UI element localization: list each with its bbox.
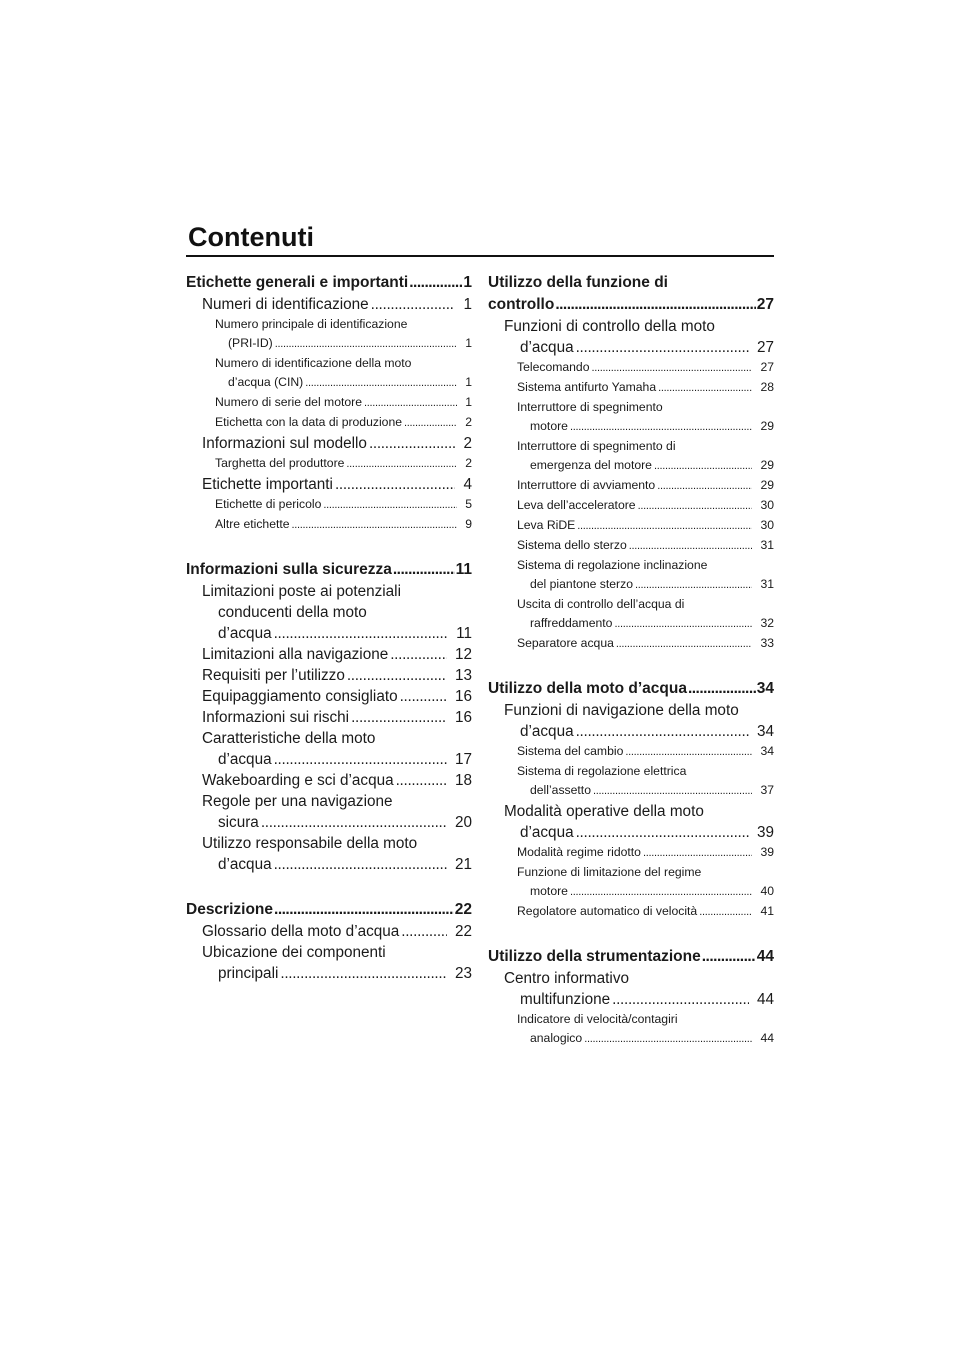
toc-section-heading[interactable] bbox=[488, 272, 774, 316]
dot-leader bbox=[390, 644, 447, 665]
toc-page-number: 30 bbox=[760, 498, 774, 512]
toc-subentry[interactable] bbox=[488, 398, 774, 437]
toc-page-number: 31 bbox=[760, 577, 774, 591]
toc-page-number: 31 bbox=[760, 538, 774, 552]
dot-leader bbox=[305, 374, 457, 393]
toc-entry-title: Altre etichette bbox=[215, 517, 290, 531]
toc-subentry[interactable] bbox=[186, 495, 472, 515]
dot-leader bbox=[570, 883, 753, 902]
toc-entry[interactable] bbox=[186, 707, 472, 728]
dot-leader bbox=[401, 921, 447, 942]
toc-entry-title: motore bbox=[530, 419, 568, 433]
toc-section bbox=[186, 272, 472, 535]
toc-section-heading[interactable] bbox=[186, 559, 472, 581]
toc-entry[interactable] bbox=[186, 665, 472, 686]
toc-page-number: 39 bbox=[756, 824, 774, 841]
toc-entry-title: Caratteristiche della moto bbox=[202, 730, 376, 747]
dot-leader bbox=[274, 749, 447, 770]
toc-subentry[interactable] bbox=[488, 516, 774, 536]
dot-leader bbox=[638, 497, 753, 516]
toc-page-number: 40 bbox=[760, 884, 774, 898]
toc-entry-title: Leva RiDE bbox=[517, 518, 576, 532]
toc-entry-title: Utilizzo della strumentazione bbox=[488, 948, 701, 965]
dot-leader bbox=[612, 989, 749, 1010]
toc-subentry[interactable] bbox=[186, 413, 472, 433]
toc-entry-title: Centro informativo bbox=[504, 970, 629, 987]
toc-entry-title: raffreddamento bbox=[530, 616, 613, 630]
toc-subentry[interactable] bbox=[186, 515, 472, 535]
dot-leader bbox=[396, 770, 447, 791]
toc-page-number: 22 bbox=[454, 923, 472, 940]
toc-page-number: 1 bbox=[465, 375, 472, 389]
toc-subentry[interactable] bbox=[488, 634, 774, 654]
toc-section bbox=[488, 678, 774, 922]
toc-entry[interactable] bbox=[488, 316, 774, 358]
dot-leader bbox=[654, 457, 752, 476]
title-rule bbox=[186, 255, 774, 257]
dot-leader bbox=[335, 474, 456, 495]
toc-page-number: 11 bbox=[456, 625, 472, 642]
dot-leader bbox=[275, 335, 458, 354]
dot-leader bbox=[292, 516, 458, 535]
toc-entry-title: Separatore acqua bbox=[517, 636, 614, 650]
toc-entry[interactable] bbox=[488, 801, 774, 843]
toc-entry-title: Funzione di limitazione del regime bbox=[517, 865, 702, 879]
toc-page-number: 17 bbox=[454, 751, 472, 768]
toc-page-number: 33 bbox=[760, 636, 774, 650]
toc-entry-title: del piantone sterzo bbox=[530, 577, 633, 591]
toc-entry-title: Regole per una navigazione bbox=[202, 793, 393, 810]
toc-entry-title: Limitazioni alla navigazione bbox=[202, 646, 389, 663]
toc-entry[interactable] bbox=[186, 433, 472, 454]
toc-entry-title: Sistema del cambio bbox=[517, 744, 624, 758]
toc-page-number: 2 bbox=[463, 435, 472, 452]
dot-leader bbox=[699, 903, 752, 922]
toc-page-number: 5 bbox=[465, 497, 472, 511]
toc-entry-title: motore bbox=[530, 884, 568, 898]
toc-section bbox=[488, 946, 774, 1049]
toc-column-left bbox=[186, 272, 472, 984]
toc-entry-title: controllo bbox=[488, 296, 555, 313]
toc-entry-title: Requisiti per l’utilizzo bbox=[202, 667, 345, 684]
toc-subentry[interactable] bbox=[488, 556, 774, 595]
toc-page-number: 21 bbox=[454, 856, 472, 873]
dot-leader bbox=[658, 379, 752, 398]
toc-section-heading[interactable] bbox=[186, 899, 472, 921]
toc-page-number: 27 bbox=[756, 296, 774, 313]
dot-leader bbox=[643, 844, 752, 863]
toc-page-number: 1 bbox=[463, 296, 472, 313]
toc-subentry[interactable] bbox=[488, 358, 774, 378]
toc-entry-title: Etichetta con la data di produzione bbox=[215, 415, 403, 429]
toc-entry[interactable] bbox=[186, 581, 472, 644]
toc-entry-title: Interruttore di spegnimento di bbox=[517, 439, 676, 453]
toc-subentry[interactable] bbox=[488, 496, 774, 516]
toc-entry[interactable] bbox=[186, 942, 472, 984]
toc-subentry[interactable] bbox=[488, 843, 774, 863]
toc-page-number: 44 bbox=[756, 948, 774, 965]
dot-leader bbox=[584, 1030, 752, 1049]
toc-section bbox=[186, 899, 472, 984]
dot-leader bbox=[274, 899, 454, 921]
dot-leader bbox=[323, 496, 457, 515]
toc-entry-title: emergenza del motore bbox=[530, 458, 652, 472]
dot-leader bbox=[614, 615, 752, 634]
toc-section-heading[interactable] bbox=[488, 946, 774, 968]
toc-entry-title: Limitazioni poste ai potenziali bbox=[202, 583, 401, 600]
dot-leader bbox=[592, 359, 753, 378]
toc-section-heading[interactable] bbox=[488, 678, 774, 700]
toc-subentry[interactable] bbox=[186, 315, 472, 354]
toc-page-number: 41 bbox=[760, 904, 774, 918]
toc-subentry[interactable] bbox=[488, 476, 774, 496]
toc-entry-title: d’acqua bbox=[520, 723, 574, 740]
toc-entry-title: Modalità regime ridotto bbox=[517, 845, 641, 859]
toc-entry[interactable] bbox=[186, 686, 472, 707]
toc-entry-title: d’acqua bbox=[520, 339, 574, 356]
toc-page-number: 2 bbox=[465, 456, 472, 470]
toc-subentry[interactable] bbox=[488, 595, 774, 634]
toc-entry-title: Sistema dello sterzo bbox=[517, 538, 627, 552]
toc-entry-title: Regolatore automatico di velocità bbox=[517, 904, 698, 918]
toc-column-right bbox=[488, 272, 774, 1049]
toc-page-number: 29 bbox=[760, 419, 774, 433]
toc-page-number: 1 bbox=[463, 274, 472, 291]
toc-subentry[interactable] bbox=[488, 437, 774, 476]
toc-entry-title: d’acqua bbox=[218, 856, 272, 873]
dot-leader bbox=[404, 414, 457, 433]
toc-entry-title: Funzioni di navigazione della moto bbox=[504, 702, 739, 719]
toc-page-number: 30 bbox=[760, 518, 774, 532]
toc-subentry[interactable] bbox=[186, 354, 472, 393]
toc-entry-title: Numero di identificazione della moto bbox=[215, 356, 412, 370]
dot-leader bbox=[409, 272, 462, 294]
toc-subentry[interactable] bbox=[488, 378, 774, 398]
toc-page-number: 11 bbox=[455, 561, 472, 578]
toc-entry-title: d’acqua (CIN) bbox=[228, 375, 304, 389]
toc-page-number: 20 bbox=[454, 814, 472, 831]
toc-subentry[interactable] bbox=[488, 902, 774, 922]
toc-page-number: 27 bbox=[756, 339, 774, 356]
dot-leader bbox=[625, 743, 752, 762]
toc-page-number: 2 bbox=[465, 415, 472, 429]
toc-page-number: 18 bbox=[454, 772, 472, 789]
toc-page-number: 1 bbox=[465, 395, 472, 409]
dot-leader bbox=[635, 576, 752, 595]
toc-subentry[interactable] bbox=[488, 1010, 774, 1049]
toc-page-number: 44 bbox=[760, 1031, 774, 1045]
toc-entry-title: Interruttore di spegnimento bbox=[517, 400, 663, 414]
toc-entry-title: Ubicazione dei componenti bbox=[202, 944, 386, 961]
toc-entry-title: (PRI-ID) bbox=[228, 336, 273, 350]
dot-leader bbox=[261, 812, 447, 833]
toc-entry[interactable] bbox=[186, 921, 472, 942]
toc-entry-title: dell’assetto bbox=[530, 783, 591, 797]
toc-page-number: 12 bbox=[454, 646, 472, 663]
dot-leader bbox=[364, 394, 457, 413]
toc-entry[interactable] bbox=[186, 770, 472, 791]
toc-entry[interactable] bbox=[488, 968, 774, 1010]
toc-entry-title: Modalità operative della moto bbox=[504, 803, 704, 820]
toc-entry-title: d’acqua bbox=[218, 625, 272, 642]
toc-page-number: 29 bbox=[760, 458, 774, 472]
toc-page-number: 16 bbox=[454, 688, 472, 705]
toc-entry-title: analogico bbox=[530, 1031, 583, 1045]
dot-leader bbox=[400, 686, 447, 707]
toc-entry-title: Leva dell’acceleratore bbox=[517, 498, 636, 512]
toc-page-number: 27 bbox=[760, 360, 774, 374]
toc-entry-title: Utilizzo responsabile della moto bbox=[202, 835, 418, 852]
toc-entry-title: Numeri di identificazione bbox=[202, 296, 369, 313]
toc-subentry[interactable] bbox=[488, 762, 774, 801]
toc-entry[interactable] bbox=[186, 644, 472, 665]
toc-page-number: 34 bbox=[760, 744, 774, 758]
toc-entry-title: Targhetta del produttore bbox=[215, 456, 345, 470]
toc-page-number: 34 bbox=[756, 723, 774, 740]
toc-page-number: 32 bbox=[760, 616, 774, 630]
dot-leader bbox=[393, 559, 455, 581]
toc-entry-title: Informazioni sulla sicurezza bbox=[186, 561, 392, 578]
dot-leader bbox=[280, 963, 447, 984]
dot-leader bbox=[371, 294, 456, 315]
dot-leader bbox=[576, 721, 749, 742]
toc-page-number: 37 bbox=[760, 783, 774, 797]
toc-entry-title: Descrizione bbox=[186, 901, 274, 918]
toc-page-number: 13 bbox=[454, 667, 472, 684]
dot-leader bbox=[688, 678, 756, 700]
toc-entry[interactable] bbox=[186, 474, 472, 495]
toc-entry-title: Utilizzo della funzione di bbox=[488, 274, 668, 291]
toc-entry-title: Sistema di regolazione inclinazione bbox=[517, 558, 708, 572]
toc-page-number: 1 bbox=[465, 336, 472, 350]
toc-entry[interactable] bbox=[488, 700, 774, 742]
toc-subentry[interactable] bbox=[186, 393, 472, 413]
toc-entry-title: Wakeboarding e sci d’acqua bbox=[202, 772, 394, 789]
dot-leader bbox=[702, 946, 756, 968]
toc-entry-title: Numero di serie del motore bbox=[215, 395, 362, 409]
dot-leader bbox=[346, 455, 457, 474]
toc-entry-title: Informazioni sul modello bbox=[202, 435, 367, 452]
toc-entry-title: multifunzione bbox=[520, 991, 611, 1008]
dot-leader bbox=[629, 537, 753, 556]
dot-leader bbox=[657, 477, 752, 496]
toc-entry-title: principali bbox=[218, 965, 279, 982]
dot-leader bbox=[351, 707, 447, 728]
toc-entry-title: Etichette di pericolo bbox=[215, 497, 322, 511]
toc-entry[interactable] bbox=[186, 791, 472, 833]
dot-leader bbox=[347, 665, 447, 686]
toc-entry-title: Sistema di regolazione elettrica bbox=[517, 764, 687, 778]
toc-entry-title: Glossario della moto d’acqua bbox=[202, 923, 400, 940]
page-title: Contenuti bbox=[188, 222, 314, 252]
dot-leader bbox=[577, 517, 752, 536]
toc-entry[interactable] bbox=[186, 833, 472, 875]
toc-entry-title: Utilizzo della moto d’acqua bbox=[488, 680, 687, 697]
toc-entry-title: Informazioni sui rischi bbox=[202, 709, 350, 726]
toc-entry-title: Interruttore di avviamento bbox=[517, 478, 656, 492]
toc-section bbox=[488, 272, 774, 654]
toc-page-number: 44 bbox=[756, 991, 774, 1008]
dot-leader bbox=[576, 337, 749, 358]
toc-entry-title: Etichette generali e importanti bbox=[186, 274, 409, 291]
toc-page-number: 9 bbox=[465, 517, 472, 531]
dot-leader bbox=[593, 782, 752, 801]
toc-subentry[interactable] bbox=[186, 454, 472, 474]
toc-entry-title: Equipaggiamento consigliato bbox=[202, 688, 398, 705]
toc-entry-title: d’acqua bbox=[218, 751, 272, 768]
toc-page-number: 23 bbox=[454, 965, 472, 982]
toc-section-heading[interactable] bbox=[186, 272, 472, 294]
toc-page-number: 16 bbox=[454, 709, 472, 726]
dot-leader bbox=[616, 635, 753, 654]
toc-entry-title: conducenti della moto bbox=[218, 604, 367, 621]
toc-page-number: 29 bbox=[760, 478, 774, 492]
dot-leader bbox=[274, 854, 447, 875]
toc-subentry[interactable] bbox=[488, 742, 774, 762]
toc-page-number: 22 bbox=[454, 901, 472, 918]
toc-entry-title: Indicatore di velocità/contagiri bbox=[517, 1012, 678, 1026]
toc-page-number: 39 bbox=[760, 845, 774, 859]
dot-leader bbox=[576, 822, 749, 843]
toc-section bbox=[186, 559, 472, 875]
toc-entry-title: Numero principale di identificazione bbox=[215, 317, 408, 331]
toc-entry[interactable] bbox=[186, 728, 472, 770]
toc-entry-title: sicura bbox=[218, 814, 259, 831]
toc-entry-title: Funzioni di controllo della moto bbox=[504, 318, 715, 335]
dot-leader bbox=[570, 418, 753, 437]
dot-leader bbox=[274, 623, 449, 644]
toc-page-number: 34 bbox=[756, 680, 774, 697]
toc-entry-title: Uscita di controllo dell’acqua di bbox=[517, 597, 685, 611]
toc-entry-title: Etichette importanti bbox=[202, 476, 333, 493]
toc-page-number: 28 bbox=[760, 380, 774, 394]
dot-leader bbox=[369, 433, 456, 454]
toc-entry-title: Telecomando bbox=[517, 360, 590, 374]
toc-page-number: 4 bbox=[463, 476, 472, 493]
dot-leader bbox=[555, 294, 755, 316]
toc-entry-title: Sistema antifurto Yamaha bbox=[517, 380, 657, 394]
toc-entry[interactable] bbox=[186, 294, 472, 315]
toc-subentry[interactable] bbox=[488, 536, 774, 556]
toc-entry-title: d’acqua bbox=[520, 824, 574, 841]
toc-subentry[interactable] bbox=[488, 863, 774, 902]
